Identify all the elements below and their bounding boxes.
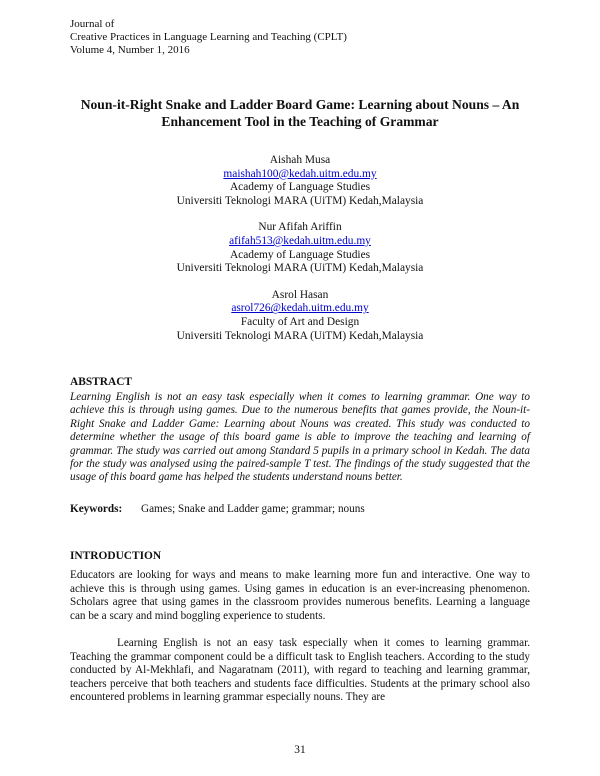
abstract-heading: ABSTRACT bbox=[70, 376, 133, 388]
introduction-paragraph: Educators are looking for ways and means to make learning more fun and interactive. One way to achieve this is through using games. Using games in education is an ever-increasing phenomenon. Scholars agree that using games in the classroom provides numerous benefits. Learning a language can be a scary and mind boggling experience to students. bbox=[70, 569, 530, 622]
author-block bbox=[0, 221, 600, 275]
author-list bbox=[0, 154, 600, 356]
author-email-link[interactable]: asrol726@kedah.uitm.edu.my bbox=[231, 302, 369, 315]
author-name: Aishah Musa bbox=[269, 154, 331, 166]
author-email-link[interactable]: afifah513@kedah.uitm.edu.my bbox=[229, 234, 371, 247]
journal-header bbox=[70, 18, 347, 57]
page-number: 31 bbox=[294, 744, 306, 756]
author-institution: Universiti Teknologi MARA (UiTM) Kedah,Malaysia bbox=[176, 262, 424, 275]
author-block bbox=[0, 154, 600, 208]
journal-volume: Volume 4, Number 1, 2016 bbox=[70, 44, 190, 56]
abstract-text: Learning English is not an easy task especially when it comes to learning grammar. One way to achieve this is through using games. Due to the numerous benefits that games provide, the Noun-it-Right Snake and Ladder Game: Learning about Nouns was created. This study was conducted to determine whether the usage of this board game is able to improve the teaching and learning of grammar. The study was carried out among Standard 5 pupils in a primary school in Kedah. The data for the study was analysed using the paired-sample T test. The findings of the study suggested that the usage of this board game has helped the students understand nouns better. bbox=[70, 391, 530, 484]
journal-name: Creative Practices in Language Learning and Teaching (CPLT) bbox=[70, 31, 347, 43]
journal-label: Journal of bbox=[70, 18, 115, 30]
keywords-value: Games; Snake and Ladder game; grammar; nouns bbox=[141, 503, 365, 515]
keywords-label: Keywords: bbox=[70, 503, 123, 515]
author-name: Asrol Hasan bbox=[271, 288, 329, 301]
paper-title-line-1: Noun-it-Right Snake and Ladder Board Game: Learning about Nouns – An bbox=[80, 97, 520, 112]
author-department: Faculty of Art and Design bbox=[240, 315, 360, 328]
author-name: Nur Afifah Ariffin bbox=[258, 221, 342, 234]
introduction-paragraph: Learning English is not an easy task especially when it comes to learning grammar. Teaching the grammar component could be a difficult task to English teachers. According to the study conducted by Al-Mekhlafi, and Nagaratnam (2011), with regard to teaching and learning grammar, teachers perceive that both teachers and students face difficulties. Students at the primary school also encountered problems in learning grammar especially nouns. They are bbox=[70, 637, 530, 704]
author-block bbox=[0, 289, 600, 343]
author-institution: Universiti Teknologi MARA (UiTM) Kedah,Malaysia bbox=[176, 194, 424, 207]
introduction-heading: INTRODUCTION bbox=[70, 550, 162, 562]
author-department: Academy of Language Studies bbox=[229, 248, 371, 261]
author-email-link[interactable]: maishah100@kedah.uitm.edu.my bbox=[223, 167, 377, 180]
paper-title-line-2: Enhancement Tool in the Teaching of Grammar bbox=[161, 114, 439, 129]
author-department: Academy of Language Studies bbox=[229, 181, 371, 194]
author-institution: Universiti Teknologi MARA (UiTM) Kedah,Malaysia bbox=[176, 329, 424, 342]
paper-title bbox=[60, 96, 540, 130]
keywords bbox=[70, 503, 365, 515]
